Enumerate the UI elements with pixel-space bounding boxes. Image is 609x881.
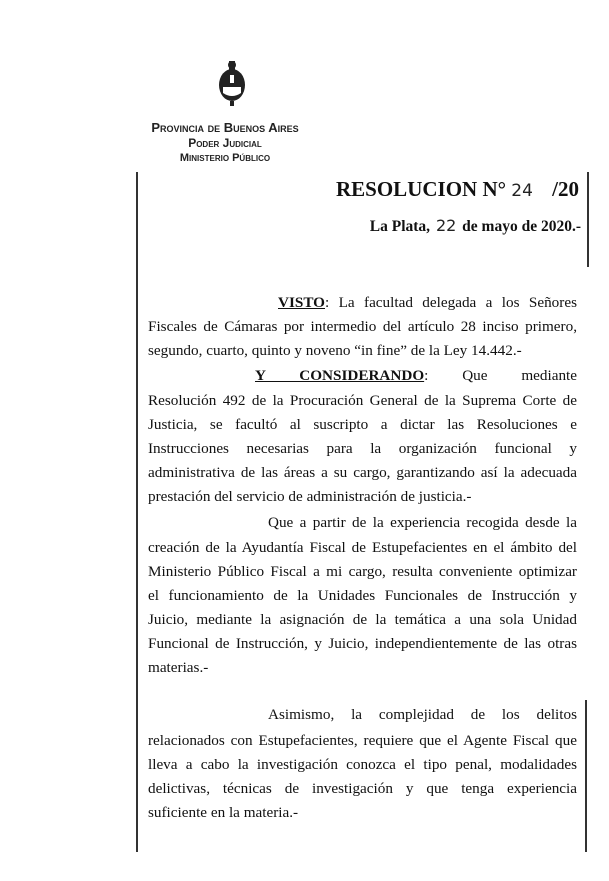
text-line: prestación del servicio de administración de justicia.- [148,488,472,505]
considerando-line [255,366,577,386]
title-prefix: RESOLUCION N° [336,177,507,201]
header-province: Provincia de Buenos Aires [151,120,299,135]
resolution-number-handwritten: 24 [511,181,533,201]
text-line: Justicia, se facultó al suscripto a dictar las Resoluciones e [148,416,577,433]
text-line: creación de la Ayudantía Fiscal de Estupefacientes en el ámbito del [148,539,577,556]
text-line: lleva a cabo la investigación conozca el tipo penal, modalidades [148,756,577,773]
date-line [370,216,581,236]
text-line: : La facultad delegada a los Señores [325,294,577,311]
text-line: Asimismo, la complejidad de los delitos [268,706,577,723]
text-line: suficiente en la materia.- [148,804,299,821]
text-line: Resolución 492 de la Procuración General de la Suprema Corte de [148,392,577,409]
right-margin-line-bottom [585,700,587,852]
date-place: La Plata, [369,218,431,235]
date-day-handwritten: 22 [435,216,457,235]
text-line: Ministerio Público Fiscal a mi cargo, resulta conveniente optimizar [148,563,577,580]
header-ministry: Ministerio Público [179,152,271,164]
text-line: segundo, cuarto, quinto y noveno “in fine” de la Ley 14.442.- [148,342,522,359]
text-line: delictivas, técnicas de investigación y que tenga experiencia [148,780,577,797]
title-suffix: /20 [552,177,579,201]
resolution-title [336,177,579,202]
header-judicial: Poder Judicial [188,136,262,150]
text-line: Fiscales de Cámaras por intermedio del artículo 28 inciso primero, [148,318,577,335]
text-line: administrativa de las áreas a su cargo, garantizando así la adecuada [148,464,577,481]
text-line: Que a partir de la experiencia recogida desde la [268,514,577,531]
text-line: relacionados con Estupefacientes, requiere que el Agente Fiscal que [148,732,577,749]
right-margin-line-top [587,172,589,267]
left-margin-line [136,172,138,852]
date-rest: de mayo de 2020.- [462,218,581,235]
text-line: el funcionamiento de la Unidades Funcionales de Instrucción y [148,587,577,604]
coat-of-arms-icon [214,57,250,107]
visto-line [278,293,577,313]
text-line: Instrucciones necesarias para la organización funcional y [148,440,577,457]
considerando-label: Y CONSIDERANDO [255,367,425,384]
text-line: : Que mediante [424,367,578,384]
visto-label: VISTO [278,294,325,311]
text-line: Funcional de Instrucción, y Juicio, independientemente de las otras [148,635,577,652]
text-line: materias.- [148,659,209,676]
text-line: Juicio, mediante la asignación de la temática a una sola Unidad [148,611,577,628]
